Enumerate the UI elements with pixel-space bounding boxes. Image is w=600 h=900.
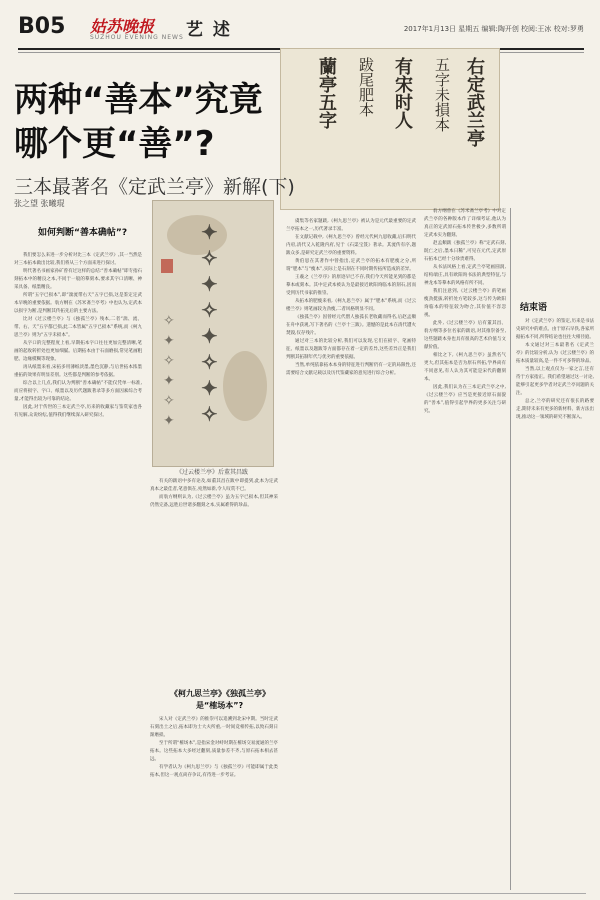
issue-info: 2017年1月13日 星期五 编辑:陶开创 校阅:王冰 校对:罗勇: [403, 25, 584, 33]
paragraph: 因此,对于传世的三本定武兰亭,历来的收藏家与鉴赏家也各有见解,众说纷纭,值得我们继续深入研究探讨。: [14, 405, 142, 418]
section-name: 艺 述: [186, 20, 232, 40]
masthead-logo: 姑苏晚报: [90, 17, 155, 36]
headline: [14, 78, 334, 166]
paragraph: 总之,兰亭的研究还有很长的路要走,期待未来有更多的新材料、新方法出现,推动这一领域的研究不断深入。: [516, 399, 594, 420]
paragraph: 翁方纲曾在《苏米斋兰亭考》中对定武兰亭的各种版本作了详细考证,他认为真正的定武原石拓本传世极少,多数所谓定武本实为翻刻。: [424, 209, 506, 238]
paragraph: 我们注意到,《过云楼兰亭》的笔画瘦劲挺拔,转折处方笔较多,这与传为欧阳询临本的特征较为吻合,其价值不容忽视。: [424, 289, 506, 318]
calligraphy-column: 五字未損本: [433, 57, 451, 132]
paragraph: 当然,单纯依靠拓本本身的特征进行判断仍有一定的局限性,还需要结合文献记载以及历代鉴藏家的意见进行综合分析。: [286, 363, 416, 376]
paragraph: 相比之下,《柯九思兰亭》虽然名气更大,但其拓本是否为原石所拓,学界尚有不同意见,有人认为其可能是宋代的翻刻本。: [424, 353, 506, 382]
paragraph: 黄伯思在其著作中曾指出,定武兰亭的拓本有肥瘦之分,所谓“肥本”与“瘦本”,实际上是石刻在不同时期传拓所造成的差异。: [286, 259, 416, 272]
byline: 张之望 张曦琨: [14, 199, 65, 208]
photo-caption: 《过云楼兰亭》后董其昌跋: [175, 469, 248, 476]
paragraph: 在文献记载中,《柯九思兰亭》曾经元代柯九思收藏,后归明代内府,清代又入乾隆内府,见于《石渠宝笈》著录。其流传有序,题跋众多,是研究定武兰亭的重要资料。: [286, 235, 416, 256]
headline-line: 两种“善本”究竟: [14, 80, 263, 120]
text-column: [14, 252, 142, 892]
page-header: [18, 10, 584, 50]
paragraph: 《独孤兰亭》因曾经元代僧人独孤长老收藏而得名,后赵孟頫在舟中获观,写下著名的《兰亭十三跋》。遗憾的是此本在清代遭火焚毁,仅存残片。: [286, 315, 416, 336]
paragraph: 有关的跋语中多有论及,如董其昌在跋中即提到,此本为定武真本之最佳者,笔意俱在,宛然如新,令人叹赏不已。: [150, 479, 278, 492]
calligraphy-column: 跋尾肥本: [357, 57, 375, 117]
brush-strokes: ✧ ✦ ✧ ✦ ✧ ✦: [163, 313, 175, 429]
section-code: B05: [18, 14, 66, 39]
calligraphy-column: 蘭亭五字: [316, 57, 337, 129]
calligraphy-column: 右定武兰亭: [464, 57, 485, 147]
text-column: [150, 478, 278, 698]
paragraph: 虞集等名家题跋,《柯九思兰亭》被认为是元代最重要的定武兰亭拓本之一,历代著录丰富。: [286, 219, 416, 232]
paragraph: 明代著名书画家孙矿曾有过这样的总结:“善本确帖”即专指石刻拓本中的精良之本,不同于一般的摹刻本,要求其字口清晰、神采具备、纸墨精良。: [14, 269, 142, 290]
masthead-english: SUZHOU EVENING NEWS: [90, 34, 184, 41]
brush-strokes: ✦ ✧ ✦ ✧ ✦ ✧ ✦ ✧: [201, 220, 218, 426]
paragraph: 有学者认为《柯九思兰亭》与《独孤兰亭》可能即属于此类拓本,但这一观点尚存争议,有待进一步考证。: [150, 765, 278, 778]
paragraph: 因此,我们认为在三本定武兰亭之中,《过云楼兰亭》应当是更接近原石面貌的“善本”,值得引起学界的更多关注与研究。: [424, 385, 506, 414]
paragraph: 对《定武兰亭》的鉴定,历来是书法史研究中的难点。由于原石早佚,各家所据拓本不同,所得结论也往往大相径庭。: [516, 319, 594, 340]
paragraph: 所谓“五字已损本”,即“湍流带右天”五字已损,这是鉴定定武本早晚的重要依据。翁方纲在《苏米斋兰亭考》中也认为,定武本以损字为断,是判断其传拓先后的主要方法。: [14, 293, 142, 314]
section-title: 《柯九思兰亭》《独孤兰亭》: [170, 689, 270, 698]
headline-line: 哪个更“善”?: [14, 124, 215, 164]
text-column: [424, 208, 506, 890]
sidebar-divider: [510, 208, 511, 890]
paragraph: 此外,《过云楼兰亭》后有董其昌、翁方纲等多位名家的跋语,对其推崇备至,这些题跋本身也具有很高的艺术价值与文献价值。: [424, 321, 506, 350]
sidebar-title: 结束语: [520, 303, 548, 313]
text-column: [150, 716, 278, 890]
paragraph: 我们要怎么来进一步分析对比三本《定武兰亭》,其一当然是对三本拓本做出比较,我们将从三个方面来进行探讨。: [14, 253, 142, 266]
paragraph: 从字口的完整程度上看,早期拓本字口往往更加完整清晰,笔画的起收转折处也更加细腻。后期拓本由于石面磨损,常见笔画粗肥、边缘模糊等现象。: [14, 341, 142, 362]
paragraph: 而翁方纲则认为,《过云楼兰亭》虽为五字已损本,但其神采仍然完备,远胜后世诸多翻刻之本,实属难得的珍品。: [150, 495, 278, 508]
sidebar-column: [516, 318, 594, 890]
paragraph: 本文通过对三本最著名《定武兰亭》的比较分析,认为《过云楼兰亭》的拓本质量较高,是一件不可多得的珍品。: [516, 343, 594, 364]
paragraph: 从拓本的肥瘦来看,《柯九思兰亭》属于“肥本”系统,而《过云楼兰亭》则笔画较为劲瘦,二者风格明显不同。: [286, 299, 416, 312]
paragraph: 宋人对《定武兰亭》的推崇可以追溯到北宋中期。当时定武石刻出土之后,拓本即为士大夫所重,一时间竞相传拓,以致石刻日渐磨损。: [150, 717, 278, 738]
paragraph: 王羲之《兰亭序》的原迹早已不存,我们今天所能见到的都是摹本或刻本。其中定武本被认为是最接近欧阳询临本的刻石,因而受到历代书家的推崇。: [286, 275, 416, 296]
rubbing-photo: [152, 200, 274, 467]
paragraph: 通过对三本的比较分析,我们可以发现,它们在损字、笔画特征、纸墨以及题跋等方面都存在着一定的差异,这些差异正是我们判断其拓制年代与优劣的重要依据。: [286, 339, 416, 360]
paragraph: 比对《过云楼兰亭》与《独孤兰亭》残本,二者“湍、流、带、右、天”五字都已损,此二本皆属“五字已损本”系统,而《柯九思兰亭》则为“五字未损本”。: [14, 317, 142, 338]
paragraph: 从书法风格上看,定武兰亭笔画圆润,结构端庄,具有欧阳询书法的典型特征,与神龙本等摹本的风格有所不同。: [424, 265, 506, 286]
paragraph: 当然,以上观点仅为一家之言,还有待于方家指正。我们希望通过这一讨论,能够引起更多学者对定武兰亭问题的关注。: [516, 367, 594, 396]
paragraph: 再从纸墨来看,宋拓多用薄纸淡墨,墨色沉静,与后世拓本浓墨重拓的效果有明显差别。这些都是判断的参考依据。: [14, 365, 142, 378]
section-title: 如何判断“善本确帖”?: [38, 228, 128, 238]
subheadline: 三本最著名《定武兰亭》新解(下): [14, 176, 295, 198]
calligraphy-column: 有宋时人: [392, 57, 413, 129]
paragraph: 至于所谓“榷场本”,是指宋金对峙时期在榷场交易流通的兰亭拓本。这些拓本大多经过翻刻,质量参差不齐,与原石拓本相去甚远。: [150, 741, 278, 762]
section-title: 是“榷场本”?: [196, 701, 244, 710]
text-column: [286, 218, 416, 890]
footer-divider: [14, 893, 586, 894]
paragraph: 赵孟頫跋《独孤兰亭》称“定武石刻,既亡之后,墨本日稀”,可见在元代,定武原石拓本已经十分珍贵难得。: [424, 241, 506, 262]
paragraph: 综合以上几点,我们认为判断“善本确帖”不能仅凭单一标准,而应将损字、字口、纸墨以及历代题跋著录等多方面因素综合考量,才能得出较为可靠的结论。: [14, 381, 142, 402]
seal-mark: [161, 259, 173, 273]
